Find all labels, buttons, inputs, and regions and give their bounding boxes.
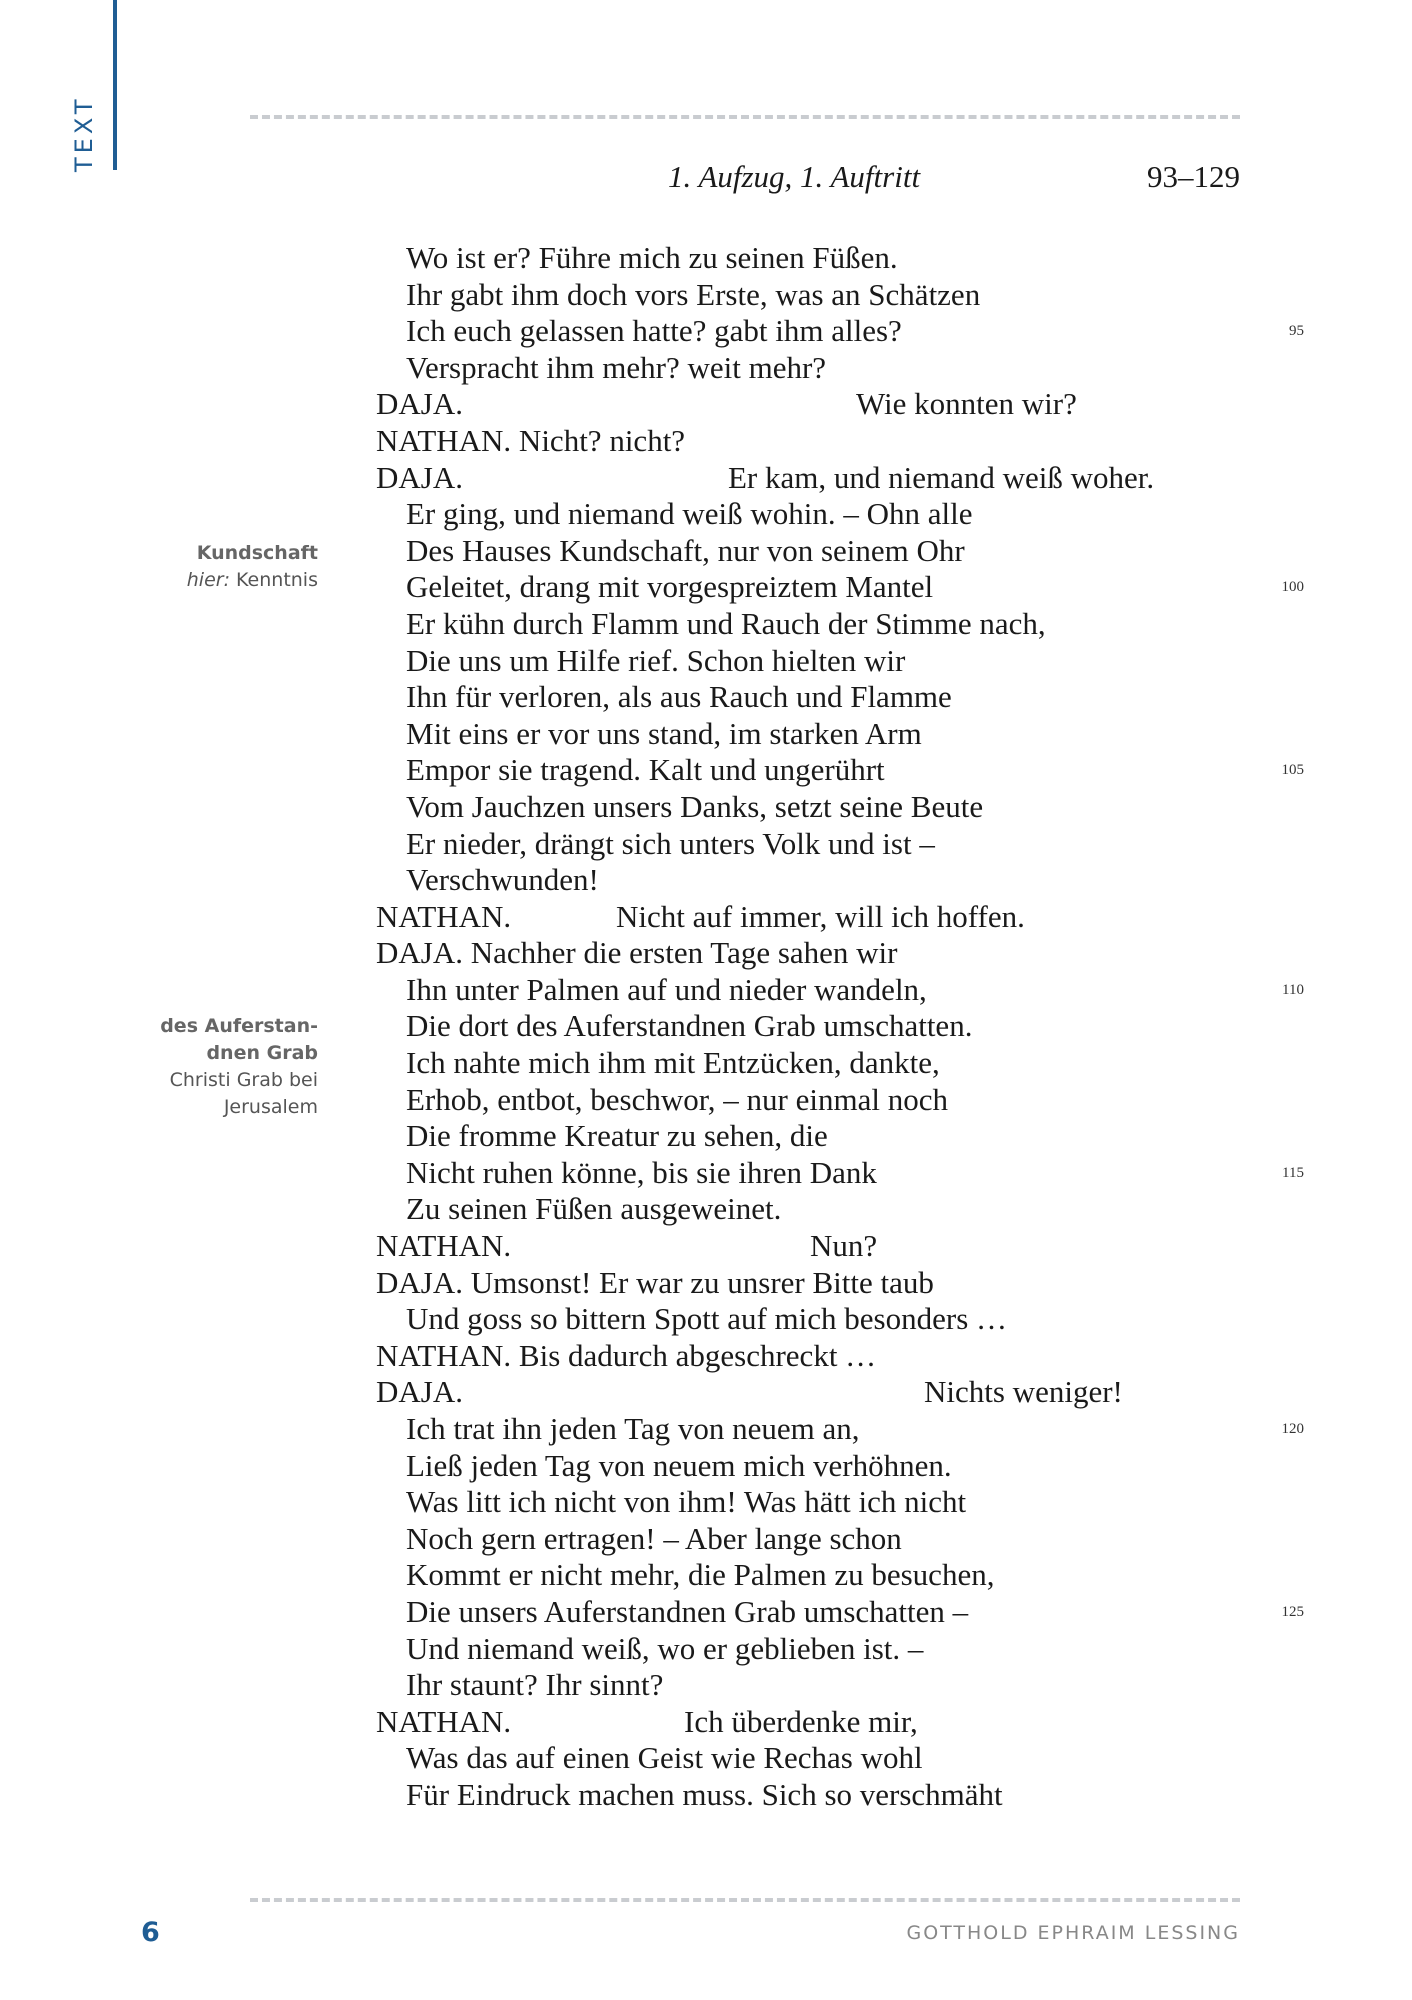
footer-divider	[250, 1898, 1240, 1902]
verse-line: Die uns um Hilfe rief. Schon hielten wir	[406, 642, 906, 678]
gloss-term-line: des Auferstan-	[160, 1015, 318, 1037]
verse-line: Ich euch gelassen hatte? gabt ihm alles? 95	[406, 313, 1304, 349]
verse-line: Ich nahte mich ihm mit Entzücken, dankte,	[406, 1045, 940, 1081]
verse-line: Ihn unter Palmen auf und nieder wandeln, 110	[406, 971, 1304, 1007]
gloss-prefix: hier:	[186, 569, 230, 591]
verse-line: DAJA. Nachher die ersten Tage sahen wir	[376, 935, 898, 971]
verse-line: Und niemand weiß, wo er geblieben ist. –	[406, 1630, 924, 1666]
verse-line: Was das auf einen Geist wie Rechas wohl	[406, 1740, 923, 1776]
header-divider	[250, 115, 1240, 119]
scene-title: 1. Aufzug, 1. Auftritt	[668, 159, 921, 194]
verse-line: NATHAN. Nun?	[376, 1228, 878, 1264]
line-number: 120	[1281, 1421, 1304, 1437]
line-number: 110	[1282, 981, 1304, 998]
verse-line: Kommt er nicht mehr, die Palmen zu besuchen,	[406, 1557, 995, 1593]
verse-line: Er nieder, drängt sich unters Volk und ist –	[406, 825, 935, 861]
verse-line: Des Hauses Kundschaft, nur von seinem Ohr	[406, 532, 965, 568]
verse-line: DAJA. Wie konnten wir?	[376, 386, 1077, 422]
verse-line: Wo ist er? Führe mich zu seinen Füßen.	[406, 240, 898, 275]
verse-line: Ließ jeden Tag von neuem mich verhöhnen.	[406, 1447, 952, 1483]
verse-line: Verspracht ihm mehr? weit mehr?	[406, 349, 827, 385]
verse-line: NATHAN. Bis dadurch abgeschreckt …	[376, 1337, 877, 1373]
verse-line: Verschwunden!	[406, 862, 599, 898]
gloss-auferstandnen-grab	[160, 1013, 318, 1121]
line-number: 95	[1289, 323, 1304, 340]
verse-line: Empor sie tragend. Kalt und ungerührt 105	[406, 752, 1304, 788]
verse-line: DAJA. Er kam, und niemand weiß woher.	[376, 459, 1155, 495]
verse-line: Für Eindruck machen muss. Sich so verschmäht	[406, 1776, 1003, 1812]
verse-line: Er ging, und niemand weiß wohin. – Ohn alle	[406, 496, 973, 532]
verse-line: Erhob, entbot, beschwor, – nur einmal noch	[406, 1081, 948, 1117]
speaker: NATHAN.	[376, 1703, 512, 1739]
verse-line: Was litt ich nicht von ihm! Was hätt ich nicht	[406, 1484, 967, 1520]
verse-line: Die dort des Auferstandnen Grab umschatten.	[406, 1008, 973, 1044]
verse-line: NATHAN. Ich überdenke mir,	[376, 1703, 918, 1739]
gloss-term: Kundschaft	[196, 542, 318, 564]
line-number: 105	[1281, 762, 1304, 779]
gloss-text: Kenntnis	[236, 569, 318, 591]
verse-line: Die fromme Kreatur zu sehen, die	[406, 1118, 828, 1154]
verse-line: Geleitet, drang mit vorgespreiztem Mantel 100	[406, 569, 1304, 605]
verse-line: Die unsers Auferstandnen Grab umschatten – 125	[406, 1593, 1304, 1629]
verse-line: NATHAN. Nicht? nicht?	[376, 422, 686, 458]
page-number: 6	[141, 1917, 160, 1948]
verse-line: Ihn für verloren, als aus Rauch und Flamme	[406, 679, 952, 715]
speaker: DAJA.	[376, 386, 463, 422]
gloss-explanation-line: Jerusalem	[223, 1096, 318, 1118]
verse-line: Er kühn durch Flamm und Rauch der Stimme nach,	[406, 605, 1046, 641]
author-name: GOTTHOLD EPHRAIM LESSING	[906, 1922, 1240, 1944]
verse-line: Nicht ruhen könne, bis sie ihren Dank 115	[406, 1154, 1304, 1190]
verse-range: 93–129	[1147, 159, 1240, 194]
speaker: NATHAN.	[376, 898, 512, 934]
speaker: DAJA.	[376, 459, 463, 495]
line-number: 125	[1281, 1603, 1304, 1620]
section-label: TEXT	[70, 95, 98, 172]
gloss-term-line: dnen Grab	[206, 1042, 318, 1064]
verse-line: Ich trat ihn jeden Tag von neuem an, 120	[406, 1411, 1304, 1446]
play-text	[376, 240, 1304, 1814]
gloss-kundschaft	[187, 540, 318, 594]
verse-line: Mit eins er vor uns stand, im starken Arm	[406, 715, 922, 751]
verse-line: Noch gern ertragen! – Aber lange schon	[406, 1520, 902, 1556]
speaker: NATHAN.	[376, 1228, 512, 1264]
line-number: 115	[1282, 1164, 1304, 1181]
verse-line: NATHAN. Nicht auf immer, will ich hoffen.	[376, 898, 1025, 934]
verse-line: Und goss so bittern Spott auf mich besonders …	[406, 1301, 1008, 1337]
verse-line: Ihr gabt ihm doch vors Erste, was an Schätzen	[406, 276, 981, 312]
verse-line: Zu seinen Füßen ausgeweinet.	[406, 1191, 782, 1227]
verse-line: Vom Jauchzen unsers Danks, setzt seine Beute	[406, 788, 984, 824]
gloss-explanation-line: Christi Grab bei	[169, 1069, 318, 1091]
verse-line: DAJA. Umsonst! Er war zu unsrer Bitte taub	[376, 1264, 934, 1300]
speaker: DAJA.	[376, 1374, 463, 1410]
line-number: 100	[1281, 579, 1304, 596]
verse-line: DAJA. Nichts weniger!	[376, 1374, 1123, 1410]
gloss-explanation	[187, 567, 318, 594]
verse-line: Ihr staunt? Ihr sinnt?	[406, 1667, 664, 1703]
